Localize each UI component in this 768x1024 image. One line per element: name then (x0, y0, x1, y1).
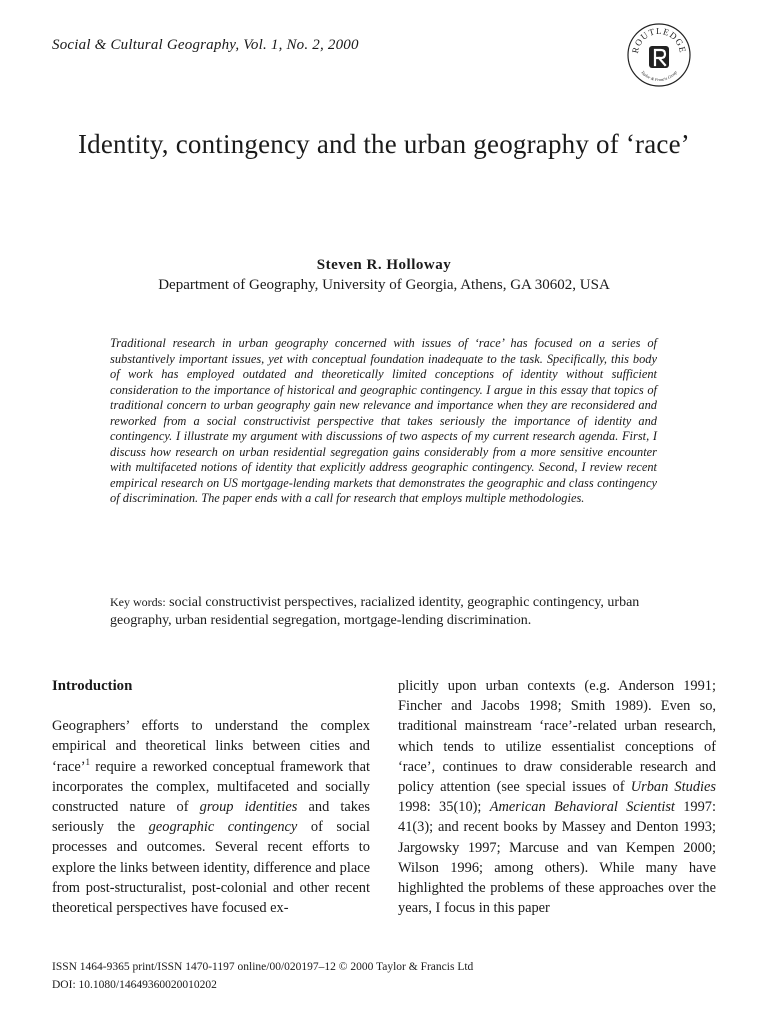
body-column-left (52, 676, 370, 918)
keywords-label: Key words: (110, 595, 166, 609)
body-text: and takes seriously the (52, 799, 370, 836)
body-text: of social processes and outcomes. Several recent efforts to explore the links between identity, difference and place from post-structuralist, post-colonial and other recent theoretical perspectives have focused ex- (52, 819, 370, 917)
svg-text:Taylor & Francis Group: Taylor & Francis Group (640, 69, 678, 83)
footer (52, 958, 473, 994)
article-title: Identity, contingency and the urban geography of ‘race’ (77, 129, 690, 159)
doi-line[interactable]: DOI: 10.1080/14649360020010202 (52, 979, 217, 991)
paragraph-continued (398, 676, 716, 918)
abstract: Traditional research in urban geography concerned with issues of ‘race’ has focused on a series of substantively important issues, yet with conceptual foundation inadequate to the task. Specifically, this body of work has employed outdated and theoretically limited conceptions of identity without sufficient consideration to the importance of historical and geographic contingency. I argue in this essay that topics of traditional concern to urban geography gain new relevance and importance when they are reconsidered and reworked from a social constructivist perspective that takes seriously the importance of identity and contingency. I illustrate my argument with discussions of two aspects of my current research agenda. First, I discuss how research on urban residential segregation gains considerably from a more sensitive encounter with multifaceted notions of identity that explicitly address geographic contingency. Second, I review recent empirical research on US mortgage-lending markets that demonstrates the geographic and class contingency of discrimination. The paper ends with a call for research that employs multiple methodologies. (110, 336, 657, 505)
body-text: plicitly upon urban contexts (e.g. Anderson 1991; Fincher and Jacobs 1998; Smith 1989). Even so, traditional mainstream ‘race’-related urban research, which tends to utilize essentialist conceptions of ‘race’, continues to draw considerable research and policy attention (see special issues of (398, 678, 716, 796)
journal-name: American Behavioral Scientist (489, 799, 675, 816)
journal-citation: Social & Cultural Geography, Vol. 1, No. 2, 2000 (52, 37, 359, 53)
author-affiliation: Department of Geography, University of Georgia, Athens, GA 30602, USA (158, 277, 610, 293)
body-text: require a reworked conceptual framework that incorporates the complex, multifaceted and socially constructed nature of (52, 758, 370, 816)
svg-text:ROUTLEDGE: ROUTLEDGE (629, 25, 689, 55)
body-text: 1997: 41(3); and recent books by Massey and Denton 1993; Jargowsky 1997; Marcuse and van Kempen 2000; Wilson 1996; among others). While many have highlighted the problems of these approaches over the years, I focus in this paper (398, 799, 716, 917)
body-text: 1998: 35(10); (398, 799, 490, 816)
paragraph-introduction (52, 716, 370, 918)
emphasis-text: geographic contingency (148, 819, 298, 836)
footnote-marker[interactable]: 1 (85, 756, 91, 767)
body-column-right (398, 676, 716, 918)
routledge-logo (626, 22, 692, 88)
journal-name: Urban Studies (630, 779, 716, 796)
emphasis-text: group identities (199, 799, 298, 816)
author-name: Steven R. Holloway (316, 257, 452, 273)
section-heading-introduction: Introduction (52, 678, 133, 694)
body-text: Geographers’ efforts to understand the complex empirical and theoretical links between cities and ‘race’ (52, 718, 370, 775)
keywords-list: social constructivist perspectives, racialized identity, geographic contingency, urban geography, urban residential segregation, mortgage-lending discrimination. (110, 595, 640, 628)
issn-line: ISSN 1464-9365 print/ISSN 1470-1197 online/00/020197–12 © 2000 Taylor & Francis Ltd (52, 961, 474, 973)
keywords (110, 593, 662, 630)
